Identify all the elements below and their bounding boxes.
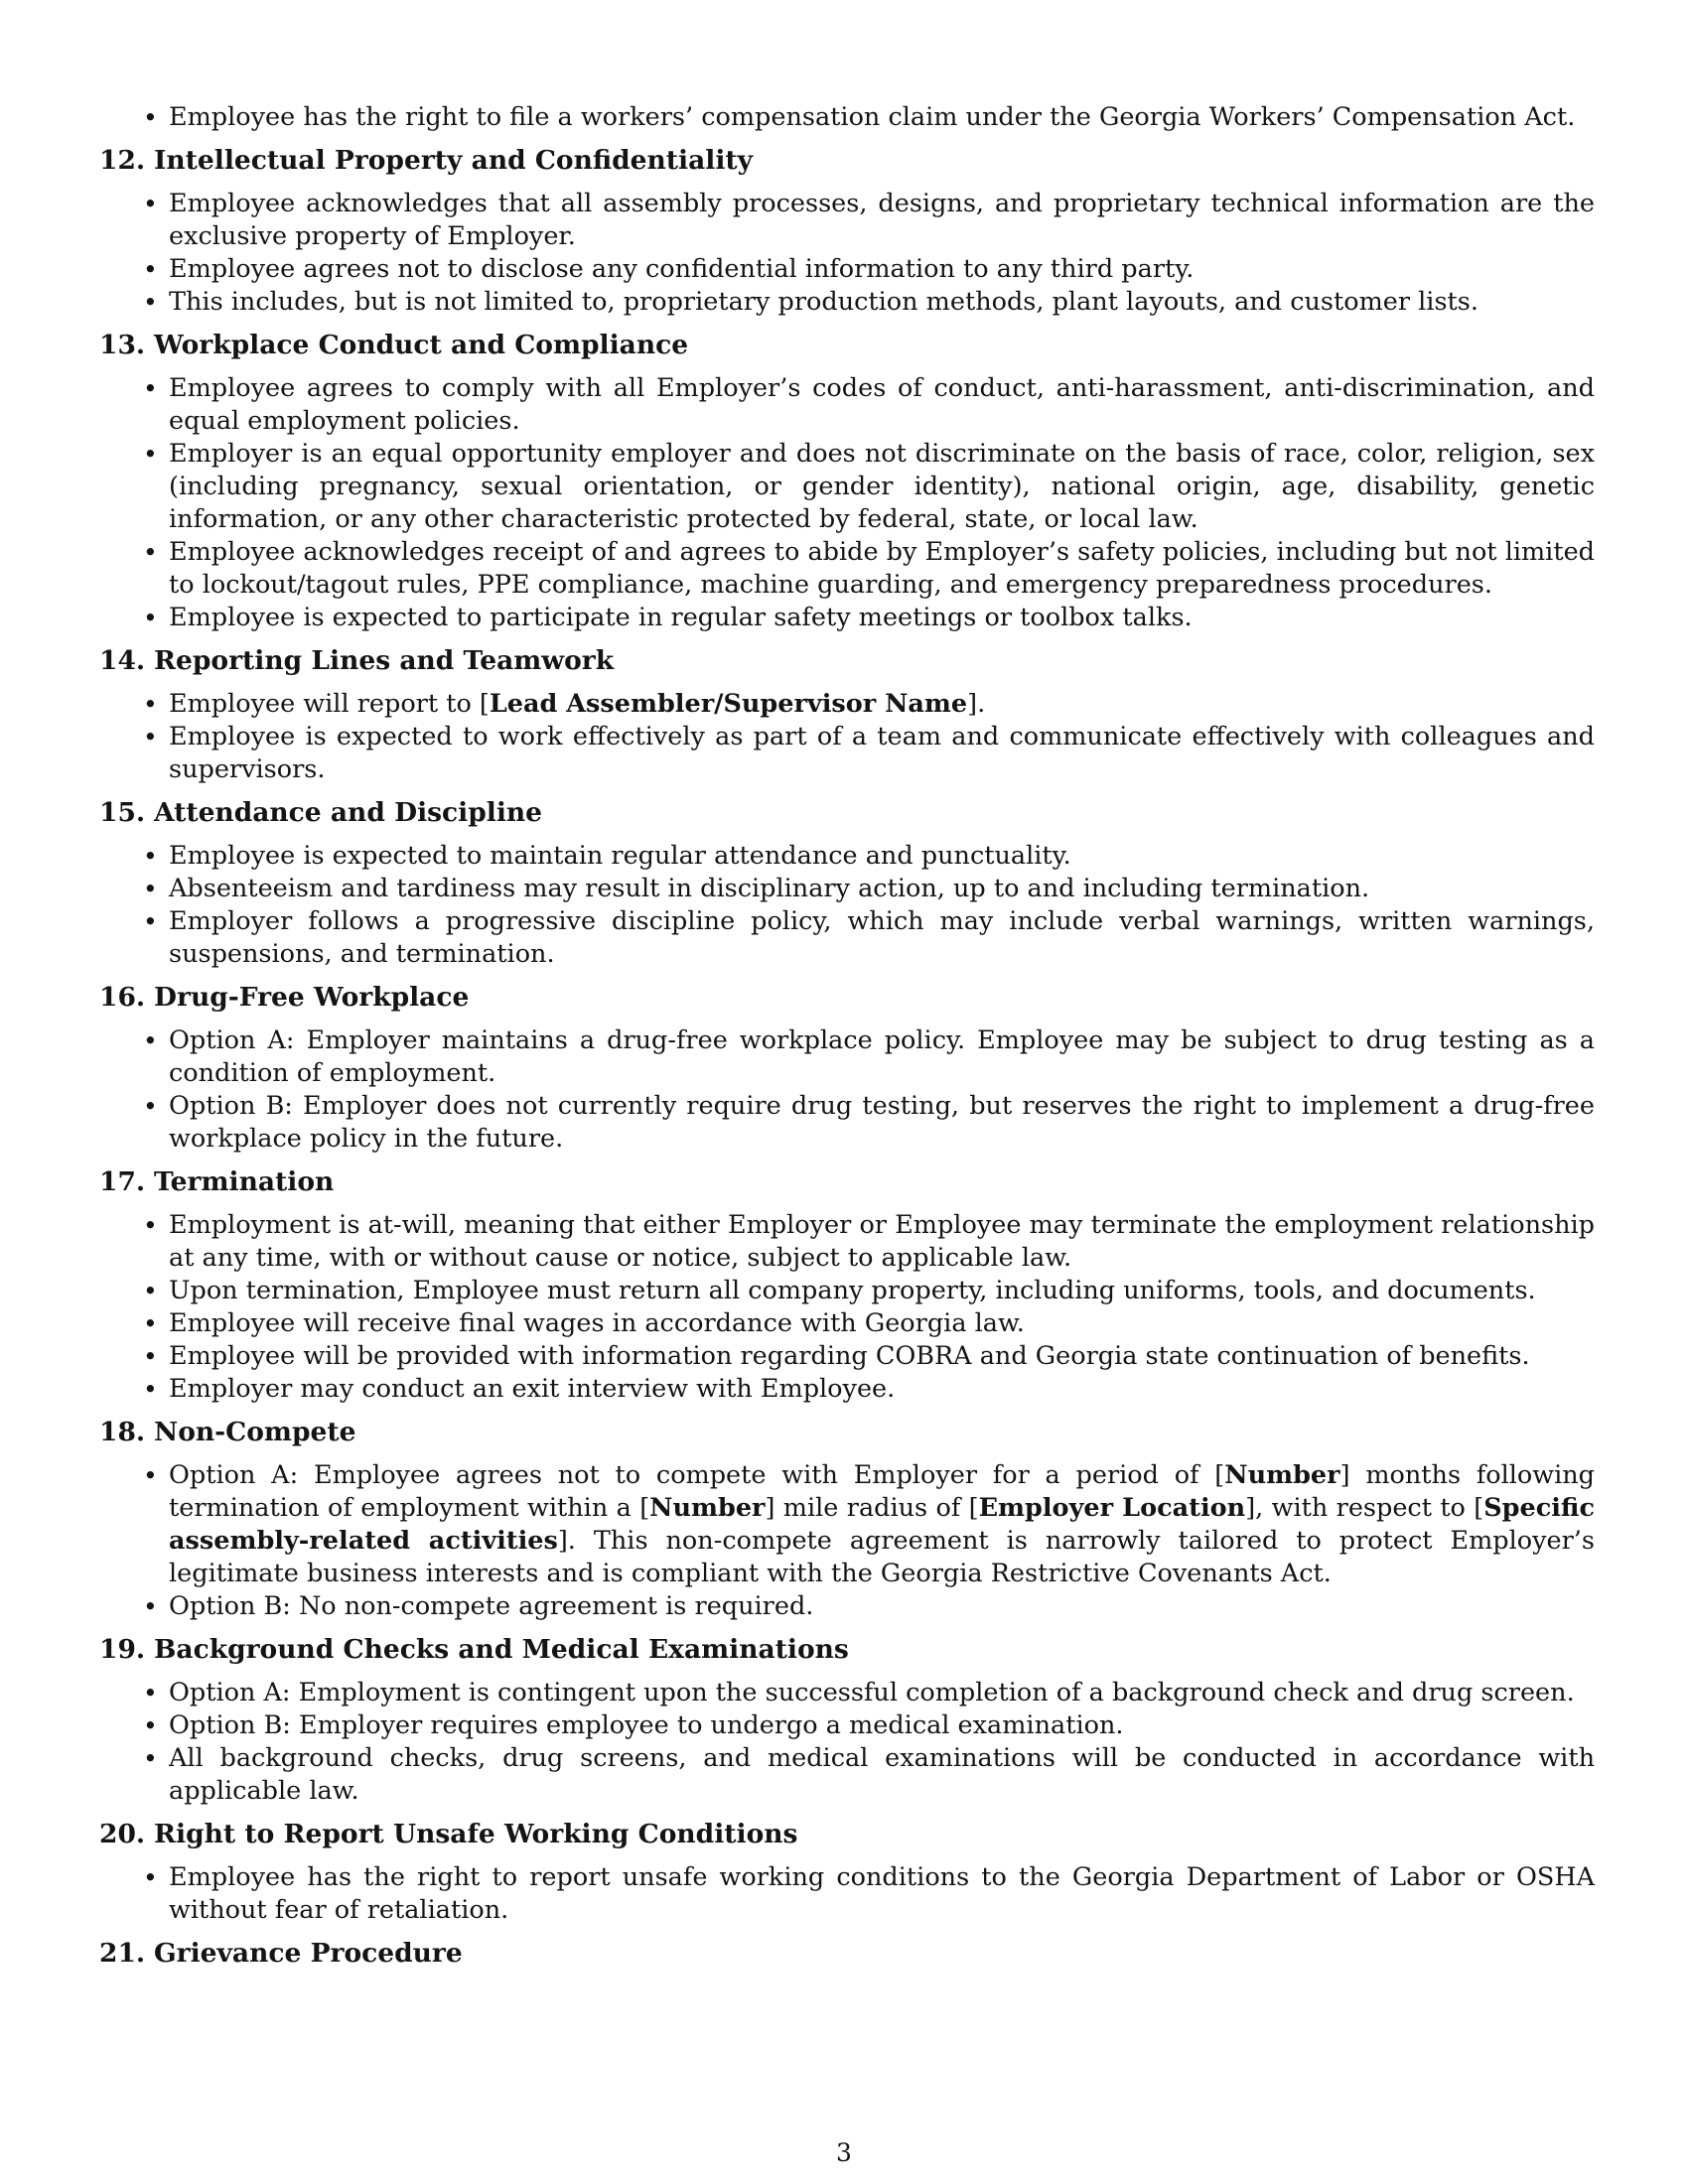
section-heading (99, 981, 1595, 1014)
bullet-text: ]. (967, 689, 986, 719)
bullet-item (99, 1861, 1595, 1927)
bullet-dot-icon: • (143, 1092, 158, 1121)
bullet-item (99, 602, 1595, 634)
bullet-item (99, 372, 1595, 438)
section (99, 644, 1595, 786)
bullet-dot-icon: • (143, 604, 158, 632)
bullet-item (99, 905, 1595, 971)
bullet-text: Option A: Employer maintains a drug-free workplace policy. Employee may be subject to drug testing as a condition of employment. (169, 1025, 1595, 1088)
bullet-item (99, 253, 1595, 286)
bullet-text: Employer may conduct an exit interview with Employee. (169, 1374, 896, 1404)
bullet-text: Option A: Employee agrees not to compete with Employer for a period of [ (169, 1460, 1225, 1490)
section-heading (99, 1165, 1595, 1198)
bullet-item (99, 1209, 1595, 1275)
section-bullet-list (99, 1024, 1595, 1156)
bullet-dot-icon: • (143, 190, 158, 218)
bullet-dot-icon: • (143, 1309, 158, 1338)
section-title: Grievance Procedure (154, 1938, 463, 1969)
section-number: 21. (99, 1938, 146, 1969)
section-title: Reporting Lines and Teamwork (154, 645, 615, 676)
bullet-text: Option B: Employer requires employee to undergo a medical examination. (169, 1710, 1124, 1740)
bullet-dot-icon: • (143, 690, 158, 719)
section-bullet-list (99, 1861, 1595, 1927)
bullet-text: Employment is at-will, meaning that either Employer or Employee may terminate the employment relationship at any time, with or without cause or notice, subject to applicable law. (169, 1210, 1595, 1273)
bullet-item (99, 1459, 1595, 1590)
bullet-text: All background checks, drug screens, and medical examinations will be conducted in accordance with applicable law. (169, 1743, 1595, 1806)
bullet-text: Employee acknowledges that all assembly processes, designs, and proprietary technical information are the exclusive property of Employer. (169, 189, 1595, 251)
bullet-text: ], with respect to [ (1245, 1493, 1484, 1523)
bullet-text: Employee agrees to comply with all Employer’s codes of conduct, anti-harassment, anti-discrimination, and equal employment policies. (169, 373, 1595, 436)
bullet-dot-icon: • (143, 875, 158, 903)
bullet-text: Employee is expected to maintain regular attendance and punctuality. (169, 841, 1071, 871)
section-heading (99, 144, 1595, 177)
section-number: 17. (99, 1166, 146, 1197)
bullet-dot-icon: • (143, 1744, 158, 1773)
bullet-dot-icon: • (143, 907, 158, 936)
bullet-text: Employee acknowledges receipt of and agrees to abide by Employer’s safety policies, including but not limited to lockout/tagout rules, PPE compliance, machine guarding, and emergency preparedness procedures. (169, 537, 1595, 600)
section-heading (99, 329, 1595, 361)
bullet-item (99, 1090, 1595, 1156)
section-bullet-list (99, 1677, 1595, 1808)
bullet-item (99, 1677, 1595, 1709)
bullet-dot-icon: • (143, 1863, 158, 1892)
bullet-text: ]. This non-compete agreement is narrowly tailored to protect Employer’s legitimate business interests and is compliant with the Georgia Restrictive Covenants Act. (169, 1526, 1595, 1588)
bullet-dot-icon: • (143, 374, 158, 403)
bullet-dot-icon: • (143, 440, 158, 469)
bullet-dot-icon: • (143, 1461, 158, 1490)
bullet-dot-icon: • (143, 1277, 158, 1305)
section (99, 981, 1595, 1156)
bullet-item (99, 438, 1595, 536)
bullet-dot-icon: • (143, 538, 158, 567)
bullet-text: Option A: Employment is contingent upon the successful completion of a background check and drug screen. (169, 1678, 1575, 1707)
section-heading (99, 1818, 1595, 1850)
bullet-item (99, 1709, 1595, 1742)
section-number: 19. (99, 1634, 146, 1665)
section-title: Non-Compete (154, 1417, 356, 1447)
bullet-item (99, 1307, 1595, 1340)
section-number: 14. (99, 645, 146, 676)
placeholder-field: Number (1224, 1460, 1340, 1490)
section-heading (99, 796, 1595, 829)
bullet-item (99, 840, 1595, 873)
section (99, 796, 1595, 971)
placeholder-field: Specific assembly-related activities (169, 1493, 1595, 1556)
bullet-item (99, 188, 1595, 253)
section-number: 18. (99, 1417, 146, 1447)
bullet-dot-icon: • (143, 723, 158, 751)
bullet-item (99, 1590, 1595, 1623)
bullet-item (99, 286, 1595, 319)
bullet-item (99, 1340, 1595, 1373)
section-title: Right to Report Unsafe Working Conditions (154, 1819, 798, 1849)
section-title: Termination (154, 1166, 335, 1197)
bullet-text: This includes, but is not limited to, proprietary production methods, plant layouts, and customer lists. (169, 287, 1478, 317)
bullet-item (99, 536, 1595, 602)
section (99, 1165, 1595, 1406)
section-title: Attendance and Discipline (154, 797, 543, 828)
section-heading (99, 644, 1595, 677)
section-bullet-list (99, 688, 1595, 786)
bullet-dot-icon: • (143, 1679, 158, 1707)
bullet-dot-icon: • (143, 1592, 158, 1621)
bullet-text: Employee will be provided with information regarding COBRA and Georgia state continuation of benefits. (169, 1341, 1530, 1371)
sections-container (99, 144, 1595, 1970)
bullet-text: Option B: Employer does not currently require drug testing, but reserves the right to implement a drug-free workplace policy in the future. (169, 1091, 1595, 1154)
bullet-text: Employee is expected to participate in regular safety meetings or toolbox talks. (169, 603, 1193, 632)
bullet-text: Employee is expected to work effectively as part of a team and communicate effectively with colleagues and supervisors. (169, 722, 1595, 784)
bullet-dot-icon: • (143, 288, 158, 317)
bullet-item (99, 1024, 1595, 1090)
bullet-item (99, 1742, 1595, 1808)
section-heading (99, 1937, 1595, 1970)
section-title: Background Checks and Medical Examinations (154, 1634, 849, 1665)
bullet-item (99, 1373, 1595, 1406)
bullet-text: Employer is an equal opportunity employer and does not discriminate on the basis of race, color, religion, sex (including pregnancy, sexual orientation, or gender identity), national origin, age, disability, genetic information, or any other characteristic protected by federal, state, or local law. (169, 439, 1595, 534)
section (99, 1937, 1595, 1970)
page-number: 3 (836, 2138, 852, 2167)
placeholder-field: Number (649, 1493, 766, 1523)
bullet-dot-icon: • (143, 1711, 158, 1740)
section-number: 20. (99, 1819, 146, 1849)
section-bullet-list (99, 1209, 1595, 1406)
bullet-text: Option B: No non-compete agreement is required. (169, 1591, 814, 1621)
bullet-text: Employee has the right to file a workers’ compensation claim under the Georgia Workers’ Compensation Act. (169, 102, 1576, 132)
section-number: 16. (99, 982, 146, 1013)
bullet-text: Employee will receive final wages in accordance with Georgia law. (169, 1308, 1025, 1338)
bullet-text: ] months following termination of employment within a [ (169, 1460, 1595, 1523)
section-bullet-list (99, 840, 1595, 971)
section-number: 15. (99, 797, 146, 828)
section-number: 12. (99, 145, 146, 176)
bullet-text: Employee will report to [ (169, 689, 490, 719)
bullet-text: ] mile radius of [ (765, 1493, 979, 1523)
section-heading (99, 1416, 1595, 1448)
section-bullet-list (99, 372, 1595, 634)
bullet-text: Absenteeism and tardiness may result in disciplinary action, up to and including termination. (169, 874, 1370, 903)
section-title: Intellectual Property and Confidentiality (154, 145, 754, 176)
bullet-dot-icon: • (143, 1342, 158, 1371)
bullet-dot-icon: • (143, 1375, 158, 1404)
bullet-item (99, 688, 1595, 721)
placeholder-field: Employer Location (978, 1493, 1246, 1523)
bullet-item (99, 1275, 1595, 1307)
bullet-dot-icon: • (143, 103, 158, 132)
section-heading (99, 1633, 1595, 1666)
section (99, 1633, 1595, 1808)
placeholder-field: Lead Assembler/Supervisor Name (489, 689, 968, 719)
section-bullet-list (99, 188, 1595, 319)
bullet-text: Employee agrees not to disclose any confidential information to any third party. (169, 254, 1195, 284)
bullet-item (99, 101, 1595, 134)
bullet-text: Upon termination, Employee must return all company property, including uniforms, tools, and documents. (169, 1276, 1536, 1305)
bullet-dot-icon: • (143, 1211, 158, 1240)
section-title: Workplace Conduct and Compliance (154, 330, 689, 360)
document-page (99, 101, 1595, 1980)
section (99, 329, 1595, 634)
bullet-dot-icon: • (143, 255, 158, 284)
bullet-dot-icon: • (143, 842, 158, 871)
bullet-item (99, 873, 1595, 905)
section-title: Drug-Free Workplace (154, 982, 470, 1013)
section-bullet-list (99, 1459, 1595, 1623)
section (99, 144, 1595, 319)
intro-bullet-list (99, 101, 1595, 134)
bullet-item (99, 721, 1595, 786)
section-number: 13. (99, 330, 146, 360)
section (99, 1416, 1595, 1623)
bullet-text: Employee has the right to report unsafe working conditions to the Georgia Department of Labor or OSHA without fear of retaliation. (169, 1862, 1595, 1925)
bullet-dot-icon: • (143, 1026, 158, 1055)
bullet-text: Employer follows a progressive discipline policy, which may include verbal warnings, written warnings, suspensions, and termination. (169, 906, 1595, 969)
section (99, 1818, 1595, 1927)
